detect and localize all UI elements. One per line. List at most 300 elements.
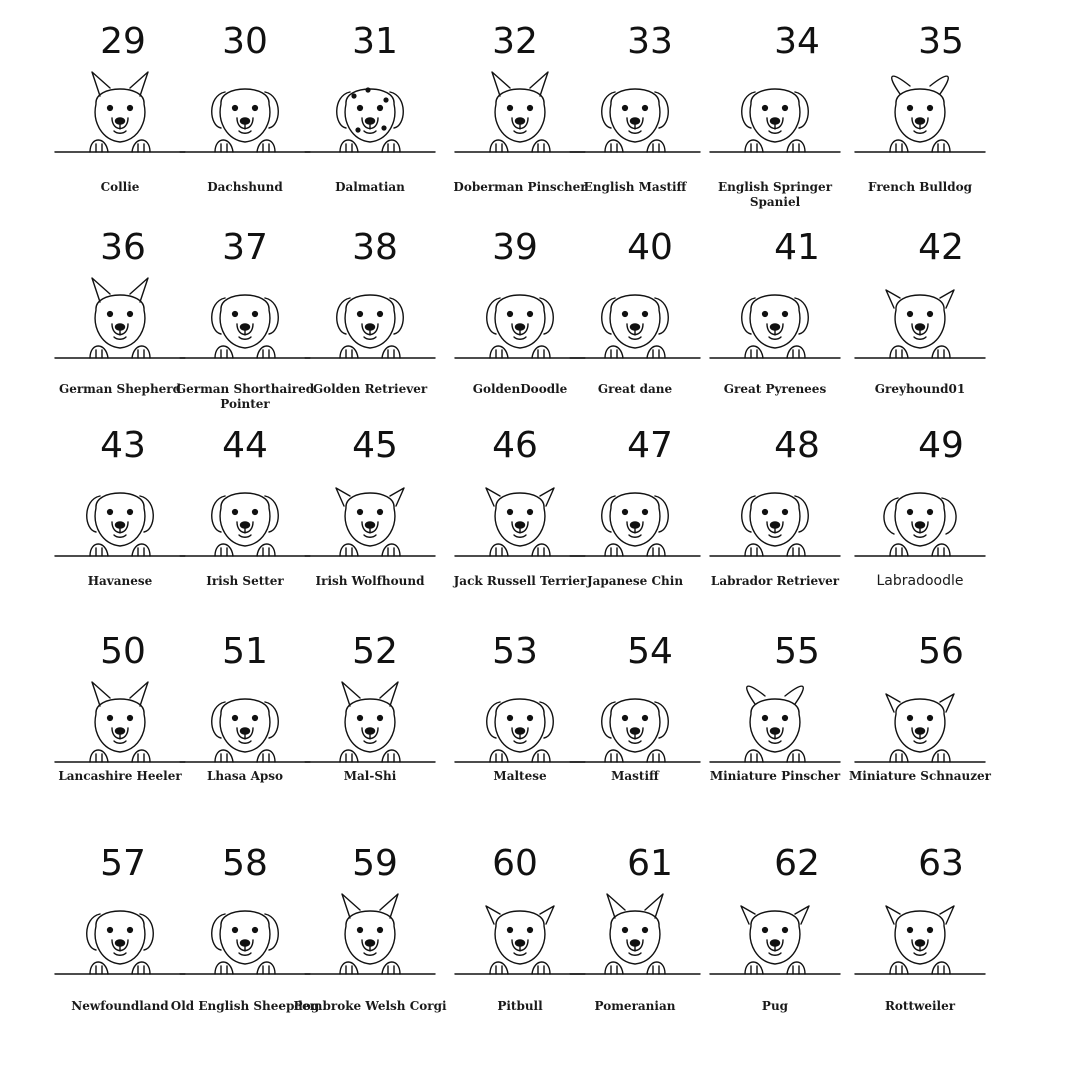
right-paw — [787, 750, 805, 762]
right-eye — [528, 106, 533, 111]
right-eye — [643, 510, 648, 515]
head-outline — [345, 699, 395, 752]
left-paw — [340, 962, 358, 974]
left-eye — [108, 312, 113, 317]
head-outline — [610, 295, 660, 348]
nose — [116, 118, 125, 124]
head-outline — [895, 295, 945, 348]
right-paw — [257, 750, 275, 762]
right-paw — [257, 140, 275, 152]
right-eye — [928, 312, 933, 317]
nose — [116, 324, 125, 330]
nose — [516, 522, 525, 528]
breed-name: Mal-Shi — [343, 769, 397, 783]
right-paw — [787, 346, 805, 358]
dog-line-drawing-icon — [175, 268, 315, 370]
left-paw — [745, 962, 763, 974]
breed-name: Dachshund — [207, 180, 283, 194]
breed-number: 29 — [100, 21, 146, 62]
right-paw — [787, 544, 805, 556]
left-paw — [490, 544, 508, 556]
ears — [342, 682, 398, 706]
right-paw — [532, 544, 550, 556]
dog-line-drawing-icon — [300, 62, 440, 164]
right-paw — [382, 544, 400, 556]
right-paw — [382, 140, 400, 152]
breed-number: 50 — [100, 631, 146, 672]
left-paw — [90, 962, 108, 974]
left-paw — [490, 346, 508, 358]
right-eye — [378, 928, 383, 933]
breed-name: Miniature Pinscher — [709, 769, 841, 783]
nose — [916, 118, 925, 124]
breed-name: Pug — [761, 999, 789, 1013]
head-outline — [750, 295, 800, 348]
right-eye — [128, 106, 133, 111]
breed-name: Old English Sheepdog — [170, 999, 320, 1013]
breed-card — [560, 632, 710, 812]
left-eye — [763, 510, 768, 515]
right-paw — [132, 346, 150, 358]
right-eye — [643, 928, 648, 933]
breed-card — [700, 844, 850, 1024]
right-paw — [647, 962, 665, 974]
dog-line-drawing-icon — [50, 268, 190, 370]
dog-line-drawing-icon — [300, 268, 440, 370]
breed-number: 51 — [222, 631, 268, 672]
right-paw — [382, 962, 400, 974]
breed-number: 33 — [627, 21, 673, 62]
head-outline — [95, 89, 145, 142]
dog-line-drawing-icon — [850, 268, 990, 370]
left-paw — [890, 962, 908, 974]
breed-number: 61 — [627, 843, 673, 884]
right-eye — [928, 716, 933, 721]
nose — [771, 522, 780, 528]
head-outline — [610, 699, 660, 752]
head-outline — [750, 493, 800, 546]
dog-line-drawing-icon — [175, 884, 315, 986]
breed-card — [845, 632, 995, 812]
left-paw — [215, 962, 233, 974]
breed-number: 38 — [352, 227, 398, 268]
dog-line-drawing-icon — [850, 672, 990, 774]
nose — [516, 324, 525, 330]
breed-name: Pembroke Welsh Corgi — [293, 999, 447, 1013]
nose — [241, 324, 250, 330]
right-paw — [932, 346, 950, 358]
nose — [516, 940, 525, 946]
left-eye — [108, 106, 113, 111]
right-paw — [647, 544, 665, 556]
breed-card — [845, 426, 995, 606]
nose — [771, 940, 780, 946]
head-outline — [220, 699, 270, 752]
breed-name: Labrador Retriever — [710, 574, 840, 588]
head-outline — [895, 89, 945, 142]
left-paw — [605, 544, 623, 556]
dog-line-drawing-icon — [850, 62, 990, 164]
ears — [92, 682, 148, 706]
left-eye — [108, 928, 113, 933]
right-paw — [532, 346, 550, 358]
left-eye — [233, 312, 238, 317]
head-outline — [750, 89, 800, 142]
head-outline — [95, 295, 145, 348]
breed-number: 63 — [918, 843, 964, 884]
breed-name: Miniature Schnauzer — [849, 769, 991, 783]
dog-line-drawing-icon — [300, 466, 440, 568]
left-eye — [508, 928, 513, 933]
left-eye — [623, 106, 628, 111]
breed-name: German Shorthaired Pointer — [175, 382, 315, 411]
head-outline — [610, 911, 660, 964]
breed-number: 47 — [627, 425, 673, 466]
ears — [92, 72, 148, 96]
right-eye — [378, 312, 383, 317]
right-eye — [128, 510, 133, 515]
ears — [607, 894, 663, 918]
right-eye — [783, 106, 788, 111]
left-paw — [90, 544, 108, 556]
breed-name: Pitbull — [497, 999, 543, 1013]
left-paw — [215, 140, 233, 152]
breed-card — [700, 21, 850, 209]
nose — [631, 940, 640, 946]
nose — [241, 728, 250, 734]
right-eye — [643, 312, 648, 317]
left-paw — [340, 346, 358, 358]
right-eye — [928, 510, 933, 515]
breed-number: 42 — [918, 227, 964, 268]
breed-name: Mastiff — [611, 769, 659, 783]
head-outline — [750, 911, 800, 964]
right-eye — [928, 106, 933, 111]
breed-number: 57 — [100, 843, 146, 884]
breed-card — [295, 632, 445, 812]
head-outline — [345, 295, 395, 348]
left-eye — [358, 106, 363, 111]
ears — [92, 278, 148, 302]
right-paw — [382, 346, 400, 358]
right-eye — [253, 106, 258, 111]
left-paw — [745, 140, 763, 152]
breed-number: 40 — [627, 227, 673, 268]
breed-card — [700, 426, 850, 606]
breed-number: 49 — [918, 425, 964, 466]
breed-name: Labradoodle — [876, 573, 964, 589]
nose — [631, 728, 640, 734]
left-paw — [745, 544, 763, 556]
left-eye — [908, 716, 913, 721]
head-outline — [495, 493, 545, 546]
left-eye — [108, 716, 113, 721]
right-eye — [528, 510, 533, 515]
breed-card — [700, 228, 850, 408]
dog-line-drawing-icon — [705, 62, 845, 164]
head-outline — [95, 911, 145, 964]
dog-line-drawing-icon — [565, 672, 705, 774]
right-paw — [647, 346, 665, 358]
breed-number: 41 — [774, 227, 820, 268]
breed-name: Collie — [100, 180, 140, 194]
right-eye — [528, 312, 533, 317]
breed-number: 48 — [774, 425, 820, 466]
left-eye — [623, 928, 628, 933]
left-paw — [890, 544, 908, 556]
breed-number: 34 — [774, 21, 820, 62]
left-paw — [605, 140, 623, 152]
right-paw — [132, 140, 150, 152]
head-outline — [610, 89, 660, 142]
left-eye — [908, 510, 913, 515]
left-paw — [215, 346, 233, 358]
nose — [631, 118, 640, 124]
right-paw — [932, 750, 950, 762]
breed-name: Rottweiler — [884, 999, 956, 1013]
left-paw — [490, 140, 508, 152]
right-eye — [643, 106, 648, 111]
left-eye — [623, 312, 628, 317]
dog-line-drawing-icon — [50, 884, 190, 986]
left-eye — [358, 928, 363, 933]
breed-name: Great Pyrenees — [723, 382, 827, 396]
dog-line-drawing-icon — [565, 268, 705, 370]
left-eye — [358, 510, 363, 515]
dog-line-drawing-icon — [850, 884, 990, 986]
nose — [916, 522, 925, 528]
breed-number: 58 — [222, 843, 268, 884]
breed-name: Havanese — [87, 574, 153, 588]
breed-name: Greyhound01 — [874, 382, 966, 396]
breed-name: Golden Retriever — [312, 382, 428, 396]
nose — [241, 940, 250, 946]
breed-name: Great dane — [597, 382, 673, 396]
left-eye — [358, 716, 363, 721]
breed-name: French Bulldog — [868, 180, 972, 194]
dog-line-drawing-icon — [705, 466, 845, 568]
breed-name: Dalmatian — [335, 180, 405, 194]
left-paw — [340, 544, 358, 556]
head-outline — [895, 699, 945, 752]
breed-card — [560, 426, 710, 606]
nose — [366, 324, 375, 330]
breed-number: 31 — [352, 21, 398, 62]
right-paw — [132, 750, 150, 762]
right-paw — [647, 140, 665, 152]
right-eye — [528, 928, 533, 933]
right-eye — [378, 106, 383, 111]
nose — [916, 940, 925, 946]
ears — [892, 76, 949, 94]
head-outline — [95, 699, 145, 752]
left-eye — [623, 716, 628, 721]
left-eye — [908, 928, 913, 933]
left-eye — [763, 106, 768, 111]
nose — [771, 728, 780, 734]
right-eye — [128, 312, 133, 317]
nose — [516, 118, 525, 124]
head-outline — [895, 911, 945, 964]
breed-name: Irish Wolfhound — [315, 574, 425, 588]
dog-line-drawing-icon — [175, 672, 315, 774]
breed-name: Japanese Chin — [586, 574, 684, 588]
right-paw — [932, 140, 950, 152]
right-eye — [128, 716, 133, 721]
nose — [771, 118, 780, 124]
right-paw — [382, 750, 400, 762]
breed-card — [845, 844, 995, 1024]
head-outline — [495, 89, 545, 142]
nose — [116, 522, 125, 528]
head-outline — [610, 493, 660, 546]
breed-number: 55 — [774, 631, 820, 672]
head-outline — [895, 493, 945, 546]
dog-line-drawing-icon — [705, 884, 845, 986]
breed-card — [560, 22, 710, 202]
dog-line-drawing-icon — [565, 884, 705, 986]
nose — [916, 728, 925, 734]
left-paw — [890, 140, 908, 152]
right-eye — [783, 312, 788, 317]
breed-name: Lancashire Heeler — [58, 769, 182, 783]
breed-number: 54 — [627, 631, 673, 672]
right-eye — [378, 510, 383, 515]
nose — [366, 728, 375, 734]
right-eye — [528, 716, 533, 721]
head-outline — [95, 493, 145, 546]
breed-number: 60 — [492, 843, 538, 884]
breed-card — [700, 632, 850, 812]
head-outline — [345, 493, 395, 546]
breed-number: 59 — [352, 843, 398, 884]
left-paw — [90, 346, 108, 358]
left-eye — [233, 716, 238, 721]
breed-number: 52 — [352, 631, 398, 672]
breed-card — [845, 22, 995, 202]
left-paw — [215, 544, 233, 556]
left-eye — [508, 106, 513, 111]
right-paw — [532, 962, 550, 974]
left-paw — [490, 962, 508, 974]
breed-card — [845, 228, 995, 408]
breed-name: GoldenDoodle — [472, 382, 568, 396]
left-eye — [763, 312, 768, 317]
breed-name: English Springer Spaniel — [717, 180, 833, 209]
dog-line-drawing-icon — [175, 466, 315, 568]
head-outline — [220, 89, 270, 142]
left-paw — [215, 750, 233, 762]
dog-line-drawing-icon — [850, 466, 990, 568]
breed-number: 36 — [100, 227, 146, 268]
nose — [366, 522, 375, 528]
dog-line-drawing-icon — [705, 268, 845, 370]
dog-line-drawing-icon — [175, 62, 315, 164]
right-paw — [532, 140, 550, 152]
right-paw — [257, 346, 275, 358]
left-paw — [340, 140, 358, 152]
right-eye — [783, 716, 788, 721]
right-paw — [932, 962, 950, 974]
breed-name: Maltese — [493, 769, 547, 783]
breed-number: 30 — [222, 21, 268, 62]
ears — [492, 72, 548, 96]
left-paw — [490, 750, 508, 762]
breed-name: German Shepherd — [58, 382, 182, 396]
right-paw — [787, 962, 805, 974]
head-outline — [495, 699, 545, 752]
nose — [631, 522, 640, 528]
head-outline — [495, 295, 545, 348]
right-eye — [378, 716, 383, 721]
dog-line-drawing-icon — [565, 62, 705, 164]
nose — [366, 940, 375, 946]
ears — [747, 686, 804, 704]
dog-line-drawing-icon — [50, 466, 190, 568]
right-eye — [128, 928, 133, 933]
right-paw — [932, 544, 950, 556]
breed-card — [295, 228, 445, 408]
dog-line-drawing-icon — [705, 672, 845, 774]
nose — [366, 118, 375, 124]
right-paw — [132, 962, 150, 974]
right-paw — [132, 544, 150, 556]
breed-number: 44 — [222, 425, 268, 466]
dog-line-drawing-icon — [300, 672, 440, 774]
dog-line-drawing-icon — [50, 62, 190, 164]
left-paw — [90, 140, 108, 152]
breed-card — [560, 228, 710, 408]
left-paw — [90, 750, 108, 762]
breed-number: 37 — [222, 227, 268, 268]
breed-card — [295, 844, 445, 1024]
breed-card — [295, 22, 445, 202]
left-eye — [763, 716, 768, 721]
left-paw — [605, 346, 623, 358]
dog-line-drawing-icon — [50, 672, 190, 774]
right-eye — [253, 928, 258, 933]
head-outline — [345, 911, 395, 964]
breed-name: Jack Russell Terrier — [453, 574, 587, 588]
left-paw — [745, 750, 763, 762]
head-outline — [220, 493, 270, 546]
dog-line-drawing-icon — [565, 466, 705, 568]
dog-line-drawing-icon — [300, 884, 440, 986]
nose — [771, 324, 780, 330]
head-outline — [495, 911, 545, 964]
left-eye — [908, 312, 913, 317]
breed-number: 39 — [492, 227, 538, 268]
breed-number: 56 — [918, 631, 964, 672]
nose — [241, 522, 250, 528]
breed-number: 35 — [918, 21, 964, 62]
right-eye — [253, 312, 258, 317]
breed-name: Lhasa Apso — [206, 769, 284, 783]
left-paw — [890, 346, 908, 358]
ears — [342, 894, 398, 918]
right-eye — [928, 928, 933, 933]
breed-name: Doberman Pinscher — [453, 180, 587, 194]
head-outline — [220, 295, 270, 348]
left-paw — [340, 750, 358, 762]
head-outline — [220, 911, 270, 964]
left-paw — [890, 750, 908, 762]
head-outline — [750, 699, 800, 752]
left-eye — [233, 106, 238, 111]
breed-number: 53 — [492, 631, 538, 672]
nose — [116, 728, 125, 734]
breed-card — [295, 426, 445, 606]
